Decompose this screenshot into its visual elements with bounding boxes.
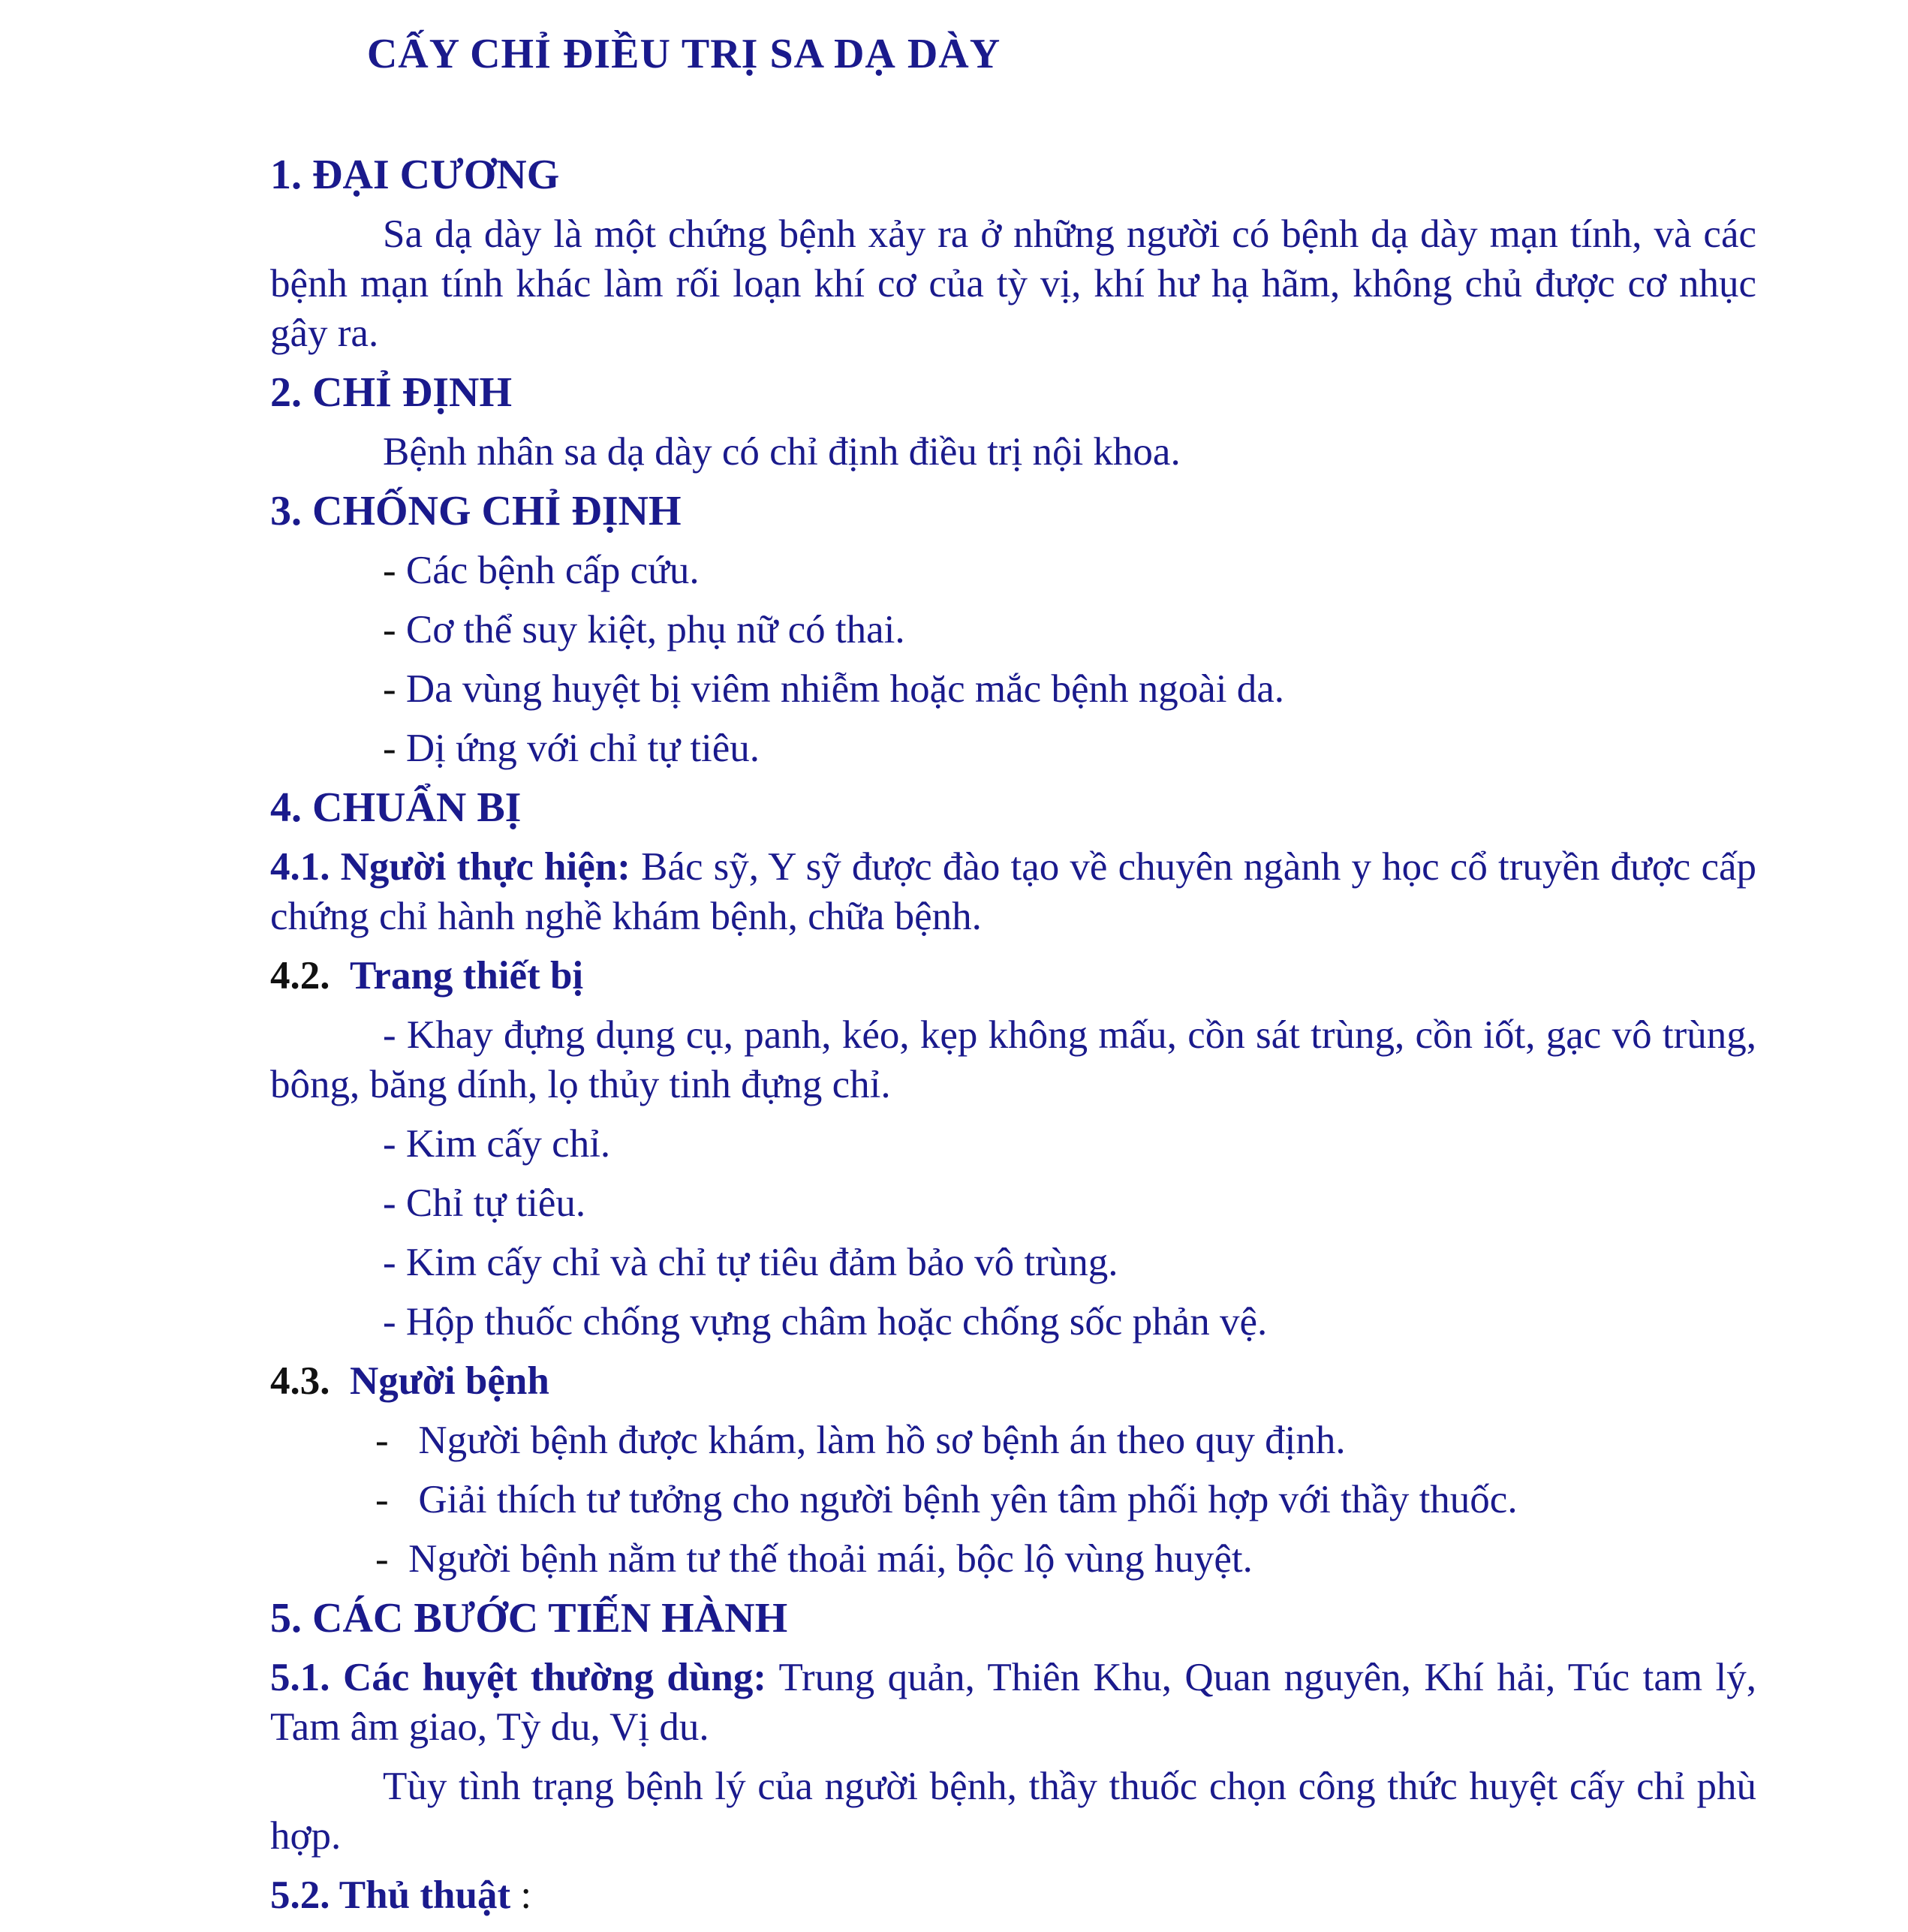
section-5-1-note: Tùy tình trạng bệnh lý của người bệnh, thầy thuốc chọn công thức huyệt cấy chỉ phù hợp.: [270, 1765, 1756, 1858]
contraindication-item: - Cơ thể suy kiệt, phụ nữ có thai.: [383, 608, 905, 652]
contraindication-item: - Dị ứng với chỉ tự tiêu.: [383, 727, 760, 770]
equipment-item: - Kim cấy chỉ.: [383, 1122, 611, 1166]
section-3-heading: 3. CHỐNG CHỈ ĐỊNH: [270, 488, 682, 534]
section-5-1-label: 5.1. Các huyệt thường dùng:: [270, 1656, 767, 1699]
section-1-text: Sa dạ dày là một chứng bệnh xảy ra ở những người có bệnh dạ dày mạn tính, và các bệnh mạn tính khác làm rối loạn khí cơ của tỳ vị, khí hư hạ hãm, không chủ được cơ nhục gây ra.: [270, 212, 1756, 355]
section-5-2-label: 5.2. Thủ thuật: [270, 1873, 511, 1917]
section-5-heading: 5. CÁC BƯỚC TIẾN HÀNH: [270, 1595, 788, 1642]
section-4-2-heading: 4.2. Trang thiết bị: [270, 954, 584, 998]
patient-item: - Giải thích tư tưởng cho người bệnh yên tâm phối hợp với thầy thuốc.: [375, 1478, 1518, 1521]
section-1-heading: 1. ĐẠI CƯƠNG: [270, 152, 560, 198]
document-title: CẤY CHỈ ĐIỀU TRỊ SA DẠ DÀY: [366, 31, 1001, 77]
contraindication-item: - Các bệnh cấp cứu.: [383, 549, 700, 592]
patient-item: - Người bệnh được khám, làm hồ sơ bệnh án theo quy định.: [375, 1419, 1346, 1462]
section-4-1-text: Bác sỹ, Y sỹ được đào tạo về chuyên ngành y học cổ truyền được cấp chứng chỉ hành nghề khám bệnh, chữa bệnh.: [270, 845, 1756, 938]
equipment-first-item: - Khay đựng dụng cụ, panh, kéo, kẹp không mấu, cồn sát trùng, cồn iốt, gạc vô trùng, bông, băng dính, lọ thủy tinh đựng chỉ.: [270, 1013, 1756, 1106]
section-4-1-paragraph: [270, 842, 1756, 941]
section-5-1-text: Trung quản, Thiên Khu, Quan nguyên, Khí hải, Túc tam lý, Tam âm giao, Tỳ du, Vị du.: [270, 1656, 1756, 1749]
equipment-item: - Hộp thuốc chống vựng châm hoặc chống sốc phản vệ.: [383, 1300, 1268, 1344]
section-4-3-heading: 4.3. Người bệnh: [270, 1359, 549, 1403]
patient-item: - Người bệnh nằm tư thế thoải mái, bộc lộ vùng huyệt.: [375, 1537, 1253, 1581]
document-body: [270, 150, 1756, 1920]
dash-bullet: -: [375, 1419, 419, 1462]
section-2-text: Bệnh nhân sa dạ dày có chỉ định điều trị nội khoa.: [383, 430, 1181, 474]
dash-bullet: -: [375, 1537, 409, 1581]
section-5-2-paragraph: [270, 1870, 1756, 1920]
dash-bullet: -: [383, 608, 406, 652]
equipment-item: - Chỉ tự tiêu.: [383, 1181, 586, 1225]
contraindication-item: - Da vùng huyệt bị viêm nhiễm hoặc mắc bệnh ngoài da.: [383, 667, 1284, 711]
section-4-1-label: 4.1. Người thực hiện:: [270, 845, 630, 889]
dash-bullet: -: [375, 1478, 419, 1521]
dash-bullet: -: [383, 667, 406, 711]
section-4-heading: 4. CHUẨN BỊ: [270, 784, 522, 831]
section-2-heading: 2. CHỈ ĐỊNH: [270, 369, 513, 416]
dash-bullet: -: [383, 549, 406, 592]
section-5-2-suffix: :: [510, 1873, 532, 1917]
equipment-item: - Kim cấy chỉ và chỉ tự tiêu đảm bảo vô trùng.: [383, 1241, 1118, 1284]
section-5-1-paragraph: [270, 1653, 1756, 1752]
dash-bullet: -: [383, 727, 406, 770]
